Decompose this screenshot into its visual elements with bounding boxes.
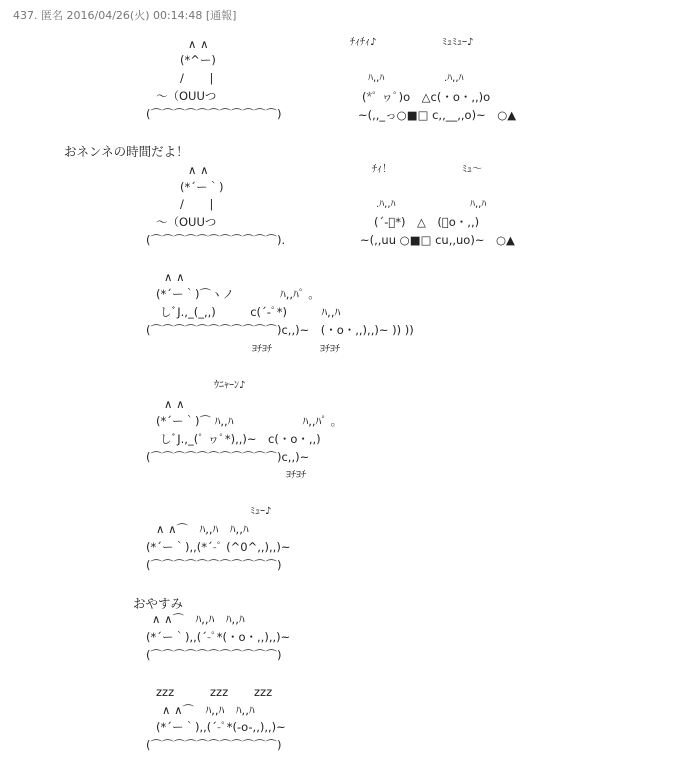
aa-line: (⌒⌒⌒⌒⌒⌒⌒⌒⌒⌒⌒)c,,)~ (・o・,,),,)~ )) )): [146, 323, 414, 337]
report-link[interactable]: [通報]: [205, 9, 237, 22]
caption: おネンネの時間だよ！: [64, 144, 189, 159]
caption: おやすみ: [133, 596, 184, 611]
aa-line: (´-ﾟ*) △ (・o・,,): [374, 215, 480, 229]
aa-line: (⌒⌒⌒⌒⌒⌒⌒⌒⌒⌒⌒): [146, 648, 282, 662]
aa-line: 〜（OUUつ: [156, 89, 217, 103]
aa-line: ~(,,uu ○■□ cu,,uo)~ ○▲: [360, 233, 515, 247]
aa-sound: ﾐｭｰ♪: [250, 506, 272, 517]
aa-line: .ﾊ,,ﾊ: [444, 73, 464, 84]
aa-line: (⌒⌒⌒⌒⌒⌒⌒⌒⌒⌒⌒): [146, 107, 282, 121]
aa-line: ~(,,_っ○■□ c,,__,,o)~ ○▲: [358, 108, 517, 122]
aa-line: しﾞJ.,_(ﾟ ヮﾟ*),,)~ c(・o・,,): [160, 432, 321, 446]
post-number: 437.: [13, 9, 38, 22]
aa-line: (⌒⌒⌒⌒⌒⌒⌒⌒⌒⌒⌒)c,,)~: [146, 450, 310, 464]
aa-line: (⌒⌒⌒⌒⌒⌒⌒⌒⌒⌒⌒): [146, 558, 282, 572]
aa-sound: ﾁｨ！: [372, 164, 392, 175]
post-header: [13, 7, 236, 23]
aa-line: (*´ー｀)⌒ヽノ ﾊ,,ﾊﾟ 。: [156, 287, 320, 301]
aa-line: ∧ ∧: [188, 37, 209, 51]
aa-line: .ﾊ,,ﾊ: [376, 199, 396, 210]
aa-line: (*ﾟ ヮﾟ)o △c(・o・,,)o: [362, 90, 491, 104]
aa-line: ﾊ,,ﾊ: [470, 199, 487, 210]
aa-line: (*´ー｀)⌒ ﾊ,,ﾊ ﾊ,,ﾊﾟ 。: [156, 414, 343, 428]
aa-zzz: zzz: [254, 685, 273, 699]
aa-line: ﾊ,,ﾊ: [368, 73, 385, 84]
aa-line: しﾞJ.,_(_,,) c(´-ﾟ*) ﾊ,,ﾊ: [160, 305, 341, 319]
aa-line: (⌒⌒⌒⌒⌒⌒⌒⌒⌒⌒⌒): [146, 738, 282, 752]
aa-line: (*´ー｀),,(´-ﾟ*(-o-,,),,)~: [156, 720, 286, 734]
aa-line: (*´ー｀): [180, 180, 224, 194]
aa-sound: ﾁｨﾁｨ♪: [350, 37, 377, 48]
aa-line: / |: [180, 197, 214, 211]
aa-line: ∧ ∧: [188, 163, 209, 177]
post-datetime: 2016/04/26(火) 00:14:48: [66, 9, 203, 22]
aa-sound: ﾐｭ〜: [462, 164, 482, 175]
aa-sound: ﾖﾁﾖﾁ: [320, 344, 340, 355]
poster-name: 匿名: [41, 9, 63, 22]
aa-line: (*´ー｀),,(*´-ﾟ (^0^,,),,)~: [146, 540, 291, 554]
aa-line: (*´ー｀),,(´-ﾟ*(・o・,,),,)~: [146, 630, 291, 644]
aa-line: ∧ ∧⌒ ﾊ,,ﾊ ﾊ,,ﾊ: [152, 612, 245, 626]
aa-sound: ｳﾆｬｰﾝ♪: [214, 380, 246, 391]
aa-line: / |: [180, 71, 214, 85]
aa-line: ∧ ∧⌒ ﾊ,,ﾊ ﾊ,,ﾊ: [162, 703, 255, 717]
aa-line: 〜（OUUつ: [156, 215, 217, 229]
aa-line: ∧ ∧: [164, 270, 185, 284]
aa-line: ∧ ∧: [164, 397, 185, 411]
aa-sound: ﾐｭﾐｭｰ♪: [442, 37, 474, 48]
aa-line: ∧ ∧⌒ ﾊ,,ﾊ ﾊ,,ﾊ: [156, 522, 249, 536]
aa-sound: ﾖﾁﾖﾁ: [286, 470, 306, 481]
aa-zzz: zzz: [156, 685, 175, 699]
aa-sound: ﾖﾁﾖﾁ: [252, 344, 272, 355]
aa-zzz: zzz: [210, 685, 229, 699]
aa-line: (⌒⌒⌒⌒⌒⌒⌒⌒⌒⌒⌒).: [146, 233, 286, 247]
aa-line: (*^ー): [180, 53, 216, 67]
